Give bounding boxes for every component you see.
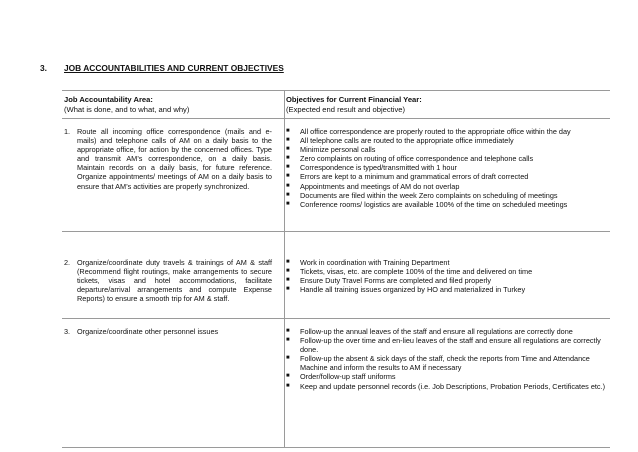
- bullet-icon: ■: [286, 268, 290, 275]
- objectives-list: [286, 127, 608, 209]
- accountability-item: [64, 258, 272, 303]
- bullet-icon: ■: [286, 191, 290, 198]
- bullet-icon: ■: [286, 277, 290, 284]
- bullet-icon: ■: [286, 137, 290, 144]
- item-number: 2.: [64, 258, 71, 267]
- list-item: ■ Appointments and meetings of AM do not overlap: [286, 181, 460, 191]
- bullet-icon: ■: [286, 259, 290, 265]
- list-item: ■ Follow-up the absent & sick days of the staff, check the reports from Time and Attendance Machine and inform the results to AM if necessary: [286, 354, 590, 373]
- left-header-title: Job Accountability Area:: [64, 95, 153, 104]
- bullet-icon: ■: [286, 373, 290, 380]
- item-number: 1.: [64, 127, 71, 136]
- list-item: ■ Conference rooms/ logistics are available 100% of the time on scheduled meetings: [286, 199, 568, 209]
- table-row: [64, 327, 272, 336]
- table-rule-row2: [62, 318, 610, 319]
- list-item: ■ Follow-up the over time and en-lieu leaves of the staff and ensure all regulations are correctly done.: [286, 336, 601, 355]
- bullet-icon: ■: [286, 155, 290, 162]
- list-item: ■ Work in coordination with Training Department: [286, 258, 450, 267]
- objectives-list: [286, 258, 608, 294]
- bullet-icon: ■: [286, 328, 290, 334]
- objectives-list: [286, 327, 608, 391]
- item-text: Route all incoming office correspondence (mails and e-mails) and telephone calls of AM on a daily basis to the appropriate office, for action by the concerned offices. Type and transmit AM’s correspondence, on a daily basis. Maintain records on a daily basis, for future reference. Organize appointments/ meetings of AM on a daily basis to ensure that AM’s activities are properly synchronized.: [77, 127, 272, 191]
- bullet-icon: ■: [286, 355, 290, 362]
- table-rule-top: [62, 90, 610, 91]
- left-header-subtitle: (What is done, and to what, and why): [64, 104, 190, 114]
- list-item: ■ All office correspondence are properly routed to the appropriate office within the day: [286, 127, 571, 136]
- list-item: ■ Order/follow-up staff uniforms: [286, 372, 396, 382]
- list-item: ■ Documents are filed within the week Zero complaints on scheduling of meetings: [286, 190, 558, 200]
- bullet-icon: ■: [286, 146, 290, 153]
- list-item: ■ Follow-up the annual leaves of the staff and ensure all regulations are correctly done: [286, 327, 573, 336]
- list-item: ■ Keep and update personnel records (i.e. Job Descriptions, Probation Periods, Certificates etc.): [286, 381, 606, 391]
- accountability-item: [64, 127, 272, 191]
- list-item: ■ Errors are kept to a minimum and grammatical errors of draft corrected: [286, 172, 529, 182]
- right-header-subtitle: (Expected end result and objective): [286, 104, 406, 114]
- list-item: ■ Minimize personal calls: [286, 145, 376, 155]
- bullet-icon: ■: [286, 286, 290, 293]
- list-item: ■ All telephone calls are routed to the appropriate office immediately: [286, 136, 514, 146]
- bullet-icon: ■: [286, 337, 290, 344]
- table-rule-bottom: [62, 447, 610, 448]
- left-header: [64, 95, 272, 114]
- item-text: Organize/coordinate duty travels & trainings of AM & staff (Recommend flight routings, make arrangements to secure tickets, visas and hotel accommodations, facilitate departure/arrival arrangements and compute Expense Reports) to ensure a smooth trip for AM & staff.: [77, 258, 272, 304]
- list-item: ■ Handle all training issues organized by HO and materialized in Turkey: [286, 285, 526, 295]
- list-item: ■ Correspondence is typed/transmitted with 1 hour: [286, 163, 457, 173]
- accountability-item: [64, 327, 272, 336]
- list-item: ■ Tickets, visas, etc. are complete 100% of the time and delivered on time: [286, 267, 533, 277]
- right-header: [286, 95, 608, 114]
- table-row: [64, 258, 272, 303]
- column-divider: [284, 90, 285, 448]
- item-number: 3.: [64, 327, 71, 336]
- list-item: ■ Zero complaints on routing of office correspondence and telephone calls: [286, 154, 534, 164]
- list-item: ■ Ensure Duty Travel Forms are completed and filed properly: [286, 276, 492, 286]
- bullet-icon: ■: [286, 382, 290, 389]
- table-rule-header: [62, 118, 610, 119]
- bullet-icon: ■: [286, 200, 290, 207]
- table-row: [64, 127, 272, 191]
- table-rule-row1: [62, 231, 610, 232]
- bullet-icon: ■: [286, 128, 290, 134]
- right-header-title: Objectives for Current Financial Year:: [286, 95, 422, 104]
- bullet-icon: ■: [286, 173, 290, 180]
- section-number: 3.: [40, 63, 47, 73]
- item-text: Organize/coordinate other personnel issues: [77, 327, 219, 336]
- bullet-icon: ■: [286, 164, 290, 171]
- section-title: JOB ACCOUNTABILITIES AND CURRENT OBJECTIVES: [64, 63, 284, 73]
- bullet-icon: ■: [286, 182, 290, 189]
- accountability-table: [62, 90, 610, 448]
